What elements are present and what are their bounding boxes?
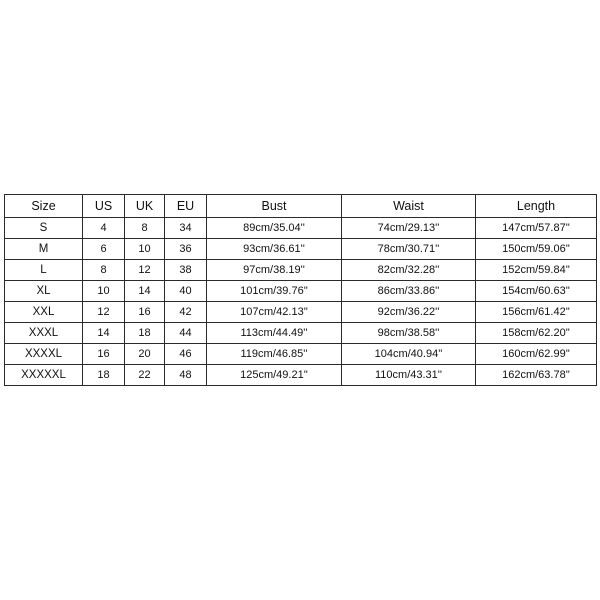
waist-cell: 74cm/29.13'' [342,218,476,239]
table-row [5,218,597,239]
header-size: Size [5,195,83,218]
bust-cell: 107cm/42.13'' [207,302,342,323]
eu-cell: 44 [165,323,207,344]
size-cell: L [5,260,83,281]
size-cell: S [5,218,83,239]
length-cell: 152cm/59.84'' [476,260,597,281]
table-row [5,365,597,386]
table-row [5,323,597,344]
eu-cell: 42 [165,302,207,323]
length-cell: 150cm/59.06'' [476,239,597,260]
table-row [5,344,597,365]
us-cell: 4 [83,218,125,239]
table-row [5,302,597,323]
bust-cell: 125cm/49.21'' [207,365,342,386]
bust-cell: 113cm/44.49'' [207,323,342,344]
size-cell: XXXL [5,323,83,344]
length-cell: 156cm/61.42'' [476,302,597,323]
uk-cell: 8 [125,218,165,239]
uk-cell: 16 [125,302,165,323]
us-cell: 16 [83,344,125,365]
bust-cell: 89cm/35.04'' [207,218,342,239]
uk-cell: 12 [125,260,165,281]
bust-cell: 119cm/46.85'' [207,344,342,365]
waist-cell: 110cm/43.31'' [342,365,476,386]
length-cell: 160cm/62.99'' [476,344,597,365]
waist-cell: 92cm/36.22'' [342,302,476,323]
header-uk: UK [125,195,165,218]
waist-cell: 98cm/38.58'' [342,323,476,344]
us-cell: 18 [83,365,125,386]
us-cell: 12 [83,302,125,323]
bust-cell: 101cm/39.76'' [207,281,342,302]
eu-cell: 34 [165,218,207,239]
us-cell: 8 [83,260,125,281]
us-cell: 6 [83,239,125,260]
uk-cell: 14 [125,281,165,302]
table-row [5,260,597,281]
header-waist: Waist [342,195,476,218]
size-cell: XXXXXL [5,365,83,386]
uk-cell: 22 [125,365,165,386]
size-cell: XL [5,281,83,302]
length-cell: 158cm/62.20'' [476,323,597,344]
table-row [5,239,597,260]
uk-cell: 20 [125,344,165,365]
size-chart-table [4,194,597,386]
header-row [5,195,597,218]
eu-cell: 38 [165,260,207,281]
size-cell: M [5,239,83,260]
eu-cell: 48 [165,365,207,386]
eu-cell: 46 [165,344,207,365]
waist-cell: 104cm/40.94'' [342,344,476,365]
waist-cell: 78cm/30.71'' [342,239,476,260]
bust-cell: 97cm/38.19'' [207,260,342,281]
header-bust: Bust [207,195,342,218]
uk-cell: 10 [125,239,165,260]
header-us: US [83,195,125,218]
us-cell: 14 [83,323,125,344]
length-cell: 147cm/57.87'' [476,218,597,239]
size-cell: XXXXL [5,344,83,365]
length-cell: 154cm/60.63'' [476,281,597,302]
header-eu: EU [165,195,207,218]
eu-cell: 36 [165,239,207,260]
waist-cell: 82cm/32.28'' [342,260,476,281]
length-cell: 162cm/63.78'' [476,365,597,386]
header-length: Length [476,195,597,218]
uk-cell: 18 [125,323,165,344]
us-cell: 10 [83,281,125,302]
size-cell: XXL [5,302,83,323]
waist-cell: 86cm/33.86'' [342,281,476,302]
table-row [5,281,597,302]
eu-cell: 40 [165,281,207,302]
bust-cell: 93cm/36.61'' [207,239,342,260]
